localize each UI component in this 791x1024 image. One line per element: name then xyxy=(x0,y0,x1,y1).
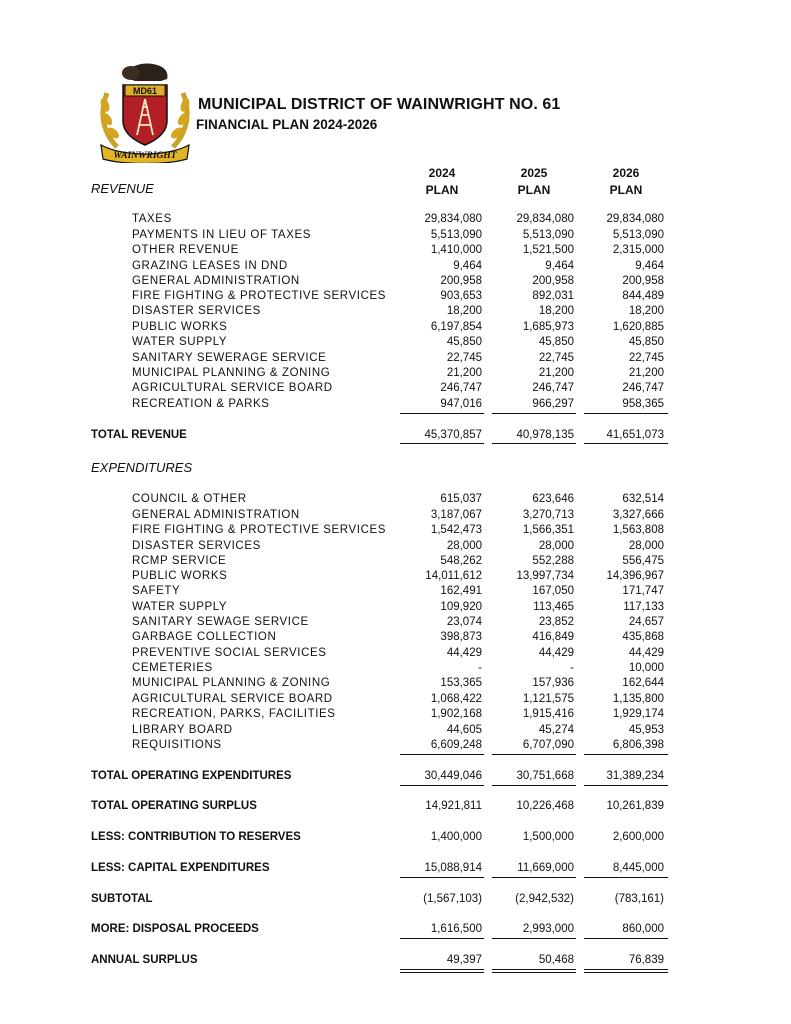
value-2025: 1,121,575 xyxy=(522,693,574,705)
table-row xyxy=(0,540,791,555)
value-2024: 109,920 xyxy=(440,601,482,613)
value-2025: 18,200 xyxy=(538,305,574,317)
value-2025: 22,745 xyxy=(538,352,574,364)
table-row xyxy=(0,336,791,351)
total-operating-surplus-row xyxy=(0,800,791,816)
total-revenue-row xyxy=(0,429,791,445)
value-2026: 41,651,073 xyxy=(606,429,664,441)
annual-surplus-row xyxy=(0,954,791,970)
value-2024: 1,400,000 xyxy=(430,831,482,843)
underline xyxy=(400,877,484,878)
value-2025: 167,050 xyxy=(532,585,574,597)
value-2026: 31,389,234 xyxy=(606,770,664,782)
logo-text-bottom: WAINWRIGHT xyxy=(113,151,177,161)
value-2026: 844,489 xyxy=(622,290,664,302)
underline xyxy=(400,413,484,414)
value-2024: 615,037 xyxy=(440,493,482,505)
subtotal-row xyxy=(0,893,791,909)
value-2026: 10,000 xyxy=(628,662,664,674)
underline xyxy=(492,938,576,939)
row-label: SANITARY SEWAGE SERVICE xyxy=(132,616,309,628)
row-label: LESS: CAPITAL EXPENDITURES xyxy=(91,862,270,874)
value-2025: 1,566,351 xyxy=(522,524,574,536)
row-label: PAYMENTS IN LIEU OF TAXES xyxy=(132,229,312,241)
row-label: SUBTOTAL xyxy=(91,893,153,905)
row-label: LESS: CONTRIBUTION TO RESERVES xyxy=(91,831,301,843)
table-row xyxy=(0,601,791,616)
value-2026: 1,563,808 xyxy=(612,524,664,536)
value-2026: 5,513,090 xyxy=(612,229,664,241)
value-2024: 9,464 xyxy=(453,260,482,272)
row-label: PUBLIC WORKS xyxy=(132,570,228,582)
value-2026: 29,834,080 xyxy=(606,213,664,225)
row-label: RCMP SERVICE xyxy=(132,555,227,567)
row-label: COUNCIL & OTHER xyxy=(132,493,247,505)
value-2026: 24,657 xyxy=(628,616,664,628)
table-row xyxy=(0,398,791,413)
page-subtitle: FINANCIAL PLAN 2024-2026 xyxy=(196,117,378,132)
value-2024: 14,921,811 xyxy=(425,800,482,812)
row-label: CEMETERIES xyxy=(132,662,213,674)
row-label: PREVENTIVE SOCIAL SERVICES xyxy=(132,647,327,659)
disposal-proceeds-row xyxy=(0,923,791,939)
value-2025: 623,646 xyxy=(532,493,574,505)
value-2024: 947,016 xyxy=(440,398,482,410)
value-2024: 162,491 xyxy=(440,585,482,597)
table-row xyxy=(0,229,791,244)
value-2025: 892,031 xyxy=(532,290,574,302)
value-2026: 28,000 xyxy=(628,540,664,552)
value-2024: 45,850 xyxy=(446,336,482,348)
value-2026: 1,135,800 xyxy=(612,693,664,705)
table-row xyxy=(0,275,791,290)
row-label: GENERAL ADMINISTRATION xyxy=(132,275,300,287)
col-2025-label: PLAN xyxy=(517,183,551,197)
underline xyxy=(492,413,576,414)
value-2024: 200,958 xyxy=(440,275,482,287)
row-label: MUNICIPAL PLANNING & ZONING xyxy=(132,367,331,379)
row-label: REQUISITIONS xyxy=(132,739,222,751)
table-row xyxy=(0,213,791,228)
capital-expenditures-row xyxy=(0,862,791,878)
underline xyxy=(492,754,576,755)
value-2026: 10,261,839 xyxy=(606,800,664,812)
row-label: TOTAL OPERATING EXPENDITURES xyxy=(91,770,292,782)
value-2024: 1,068,422 xyxy=(430,693,482,705)
value-2024: 3,187,067 xyxy=(430,509,482,521)
row-label: OTHER REVENUE xyxy=(132,244,239,256)
value-2026: 200,958 xyxy=(622,275,664,287)
row-label: FIRE FIGHTING & PROTECTIVE SERVICES xyxy=(132,524,387,536)
table-row xyxy=(0,244,791,259)
row-label: ANNUAL SURPLUS xyxy=(91,954,198,966)
underline xyxy=(400,785,484,786)
table-row xyxy=(0,677,791,692)
value-2026: 76,839 xyxy=(628,954,664,966)
table-row xyxy=(0,662,791,677)
table-row xyxy=(0,739,791,754)
table-row xyxy=(0,708,791,723)
double-underline xyxy=(492,972,576,973)
row-label: MUNICIPAL PLANNING & ZONING xyxy=(132,677,331,689)
underline xyxy=(400,938,484,939)
table-row xyxy=(0,693,791,708)
value-2025: 157,936 xyxy=(532,677,574,689)
value-2024: 15,088,914 xyxy=(424,862,482,874)
table-row xyxy=(0,555,791,570)
value-2026: 44,429 xyxy=(628,647,664,659)
value-2025: 50,468 xyxy=(538,954,574,966)
value-2025: 966,297 xyxy=(532,398,574,410)
col-2025-year: 2025 xyxy=(520,166,548,180)
underline xyxy=(492,443,576,444)
double-underline xyxy=(584,972,668,973)
value-2024: 45,370,857 xyxy=(424,429,482,441)
value-2025: 6,707,090 xyxy=(522,739,574,751)
value-2026: 958,365 xyxy=(622,398,664,410)
value-2024: 44,605 xyxy=(446,724,482,736)
value-2024: 22,745 xyxy=(446,352,482,364)
value-2024: 153,365 xyxy=(440,677,482,689)
value-2025: 21,200 xyxy=(538,367,574,379)
table-row xyxy=(0,509,791,524)
value-2026: 8,445,000 xyxy=(612,862,664,874)
row-label: FIRE FIGHTING & PROTECTIVE SERVICES xyxy=(132,290,387,302)
value-2024: 21,200 xyxy=(446,367,482,379)
value-2026: 45,953 xyxy=(628,724,664,736)
value-2024: 6,609,248 xyxy=(430,739,482,751)
underline xyxy=(584,413,668,414)
value-2025: 1,685,973 xyxy=(522,321,574,333)
col-2024-label: PLAN xyxy=(425,183,459,197)
value-2026: 6,806,398 xyxy=(612,739,664,751)
table-row xyxy=(0,724,791,739)
value-2025: 1,521,500 xyxy=(522,244,574,256)
value-2026: 246,747 xyxy=(622,382,664,394)
row-label: GARBAGE COLLECTION xyxy=(132,631,277,643)
value-2025: 9,464 xyxy=(545,260,574,272)
value-2024: 30,449,046 xyxy=(424,770,482,782)
value-2026: 3,327,666 xyxy=(612,509,664,521)
underline xyxy=(584,877,668,878)
expenditures-heading: EXPENDITURES xyxy=(91,460,193,475)
row-label: PUBLIC WORKS xyxy=(132,321,228,333)
value-2025: 2,993,000 xyxy=(522,923,574,935)
value-2024: 28,000 xyxy=(446,540,482,552)
table-row xyxy=(0,647,791,662)
underline xyxy=(400,754,484,755)
value-2024: 1,410,000 xyxy=(430,244,482,256)
row-label: TOTAL REVENUE xyxy=(91,429,187,441)
value-2026: 860,000 xyxy=(622,923,664,935)
table-row xyxy=(0,260,791,275)
page-title: MUNICIPAL DISTRICT OF WAINWRIGHT NO. 61 xyxy=(198,96,561,113)
value-2025: 30,751,668 xyxy=(516,770,574,782)
value-2026: 45,850 xyxy=(628,336,664,348)
row-label: MORE: DISPOSAL PROCEEDS xyxy=(91,923,259,935)
double-underline xyxy=(492,969,576,970)
col-2026-year: 2026 xyxy=(612,166,640,180)
table-row xyxy=(0,585,791,600)
row-label: RECREATION, PARKS, FACILITIES xyxy=(132,708,336,720)
value-2025: 416,849 xyxy=(532,631,574,643)
row-label: GENERAL ADMINISTRATION xyxy=(132,509,300,521)
value-2024: 1,902,168 xyxy=(430,708,482,720)
value-2024: 18,200 xyxy=(446,305,482,317)
table-row xyxy=(0,305,791,320)
value-2024: 44,429 xyxy=(446,647,482,659)
table-row xyxy=(0,631,791,646)
value-2024: 6,197,854 xyxy=(430,321,482,333)
underline xyxy=(584,785,668,786)
row-label: SAFETY xyxy=(132,585,181,597)
value-2025: 23,852 xyxy=(538,616,574,628)
value-2025: 11,669,000 xyxy=(517,862,574,874)
value-2026: (783,161) xyxy=(614,893,664,905)
row-label: WATER SUPPLY xyxy=(132,601,228,613)
col-2026-label: PLAN xyxy=(609,183,643,197)
value-2025: 1,500,000 xyxy=(522,831,574,843)
value-2024: (1,567,103) xyxy=(423,893,482,905)
value-2026: 14,396,967 xyxy=(606,570,664,582)
total-operating-expenditures-row xyxy=(0,770,791,786)
value-2026: 435,868 xyxy=(622,631,664,643)
col-2024-year: 2024 xyxy=(428,166,456,180)
underline xyxy=(492,785,576,786)
underline xyxy=(400,443,484,444)
table-row xyxy=(0,352,791,367)
md-wainwright-logo xyxy=(95,55,195,163)
row-label: AGRICULTURAL SERVICE BOARD xyxy=(132,693,333,705)
value-2024: 903,653 xyxy=(440,290,482,302)
row-label: LIBRARY BOARD xyxy=(132,724,233,736)
underline xyxy=(584,443,668,444)
value-2024: - xyxy=(478,662,482,674)
value-2026: 117,133 xyxy=(623,601,664,613)
value-2025: 246,747 xyxy=(532,382,574,394)
value-2024: 14,011,612 xyxy=(425,570,482,582)
value-2026: 21,200 xyxy=(628,367,664,379)
value-2026: 9,464 xyxy=(635,260,664,272)
value-2025: 45,274 xyxy=(538,724,574,736)
value-2025: 44,429 xyxy=(538,647,574,659)
value-2024: 398,873 xyxy=(440,631,482,643)
row-label: RECREATION & PARKS xyxy=(132,398,270,410)
row-label: GRAZING LEASES IN DND xyxy=(132,260,288,272)
value-2025: 40,978,135 xyxy=(516,429,574,441)
logo-text-top: MD61 xyxy=(132,86,158,96)
value-2025: 45,850 xyxy=(538,336,574,348)
value-2025: - xyxy=(570,662,574,674)
value-2025: 5,513,090 xyxy=(522,229,574,241)
value-2025: 552,288 xyxy=(532,555,574,567)
value-2026: 2,600,000 xyxy=(612,831,664,843)
row-label: SANITARY SEWERAGE SERVICE xyxy=(132,352,327,364)
table-row xyxy=(0,290,791,305)
value-2025: 29,834,080 xyxy=(516,213,574,225)
underline xyxy=(584,938,668,939)
value-2026: 18,200 xyxy=(628,305,664,317)
value-2024: 1,542,473 xyxy=(430,524,482,536)
value-2026: 2,315,000 xyxy=(612,244,664,256)
value-2025: 3,270,713 xyxy=(522,509,574,521)
value-2026: 632,514 xyxy=(622,493,664,505)
value-2024: 548,262 xyxy=(440,555,482,567)
row-label: WATER SUPPLY xyxy=(132,336,228,348)
value-2024: 5,513,090 xyxy=(430,229,482,241)
row-label: TAXES xyxy=(132,213,172,225)
table-row xyxy=(0,493,791,508)
table-row xyxy=(0,616,791,631)
value-2025: 200,958 xyxy=(532,275,574,287)
table-row xyxy=(0,382,791,397)
value-2025: 28,000 xyxy=(538,540,574,552)
value-2024: 29,834,080 xyxy=(424,213,482,225)
table-row xyxy=(0,524,791,539)
row-label: TOTAL OPERATING SURPLUS xyxy=(91,800,257,812)
value-2026: 162,644 xyxy=(622,677,664,689)
value-2025: 13,997,734 xyxy=(516,570,574,582)
value-2026: 171,747 xyxy=(622,585,664,597)
row-label: DISASTER SERVICES xyxy=(132,540,261,552)
value-2024: 1,616,500 xyxy=(430,923,482,935)
table-row xyxy=(0,570,791,585)
underline xyxy=(492,877,576,878)
value-2026: 1,929,174 xyxy=(612,708,664,720)
underline xyxy=(584,754,668,755)
double-underline xyxy=(400,969,484,970)
double-underline xyxy=(584,969,668,970)
row-label: DISASTER SERVICES xyxy=(132,305,261,317)
double-underline xyxy=(400,972,484,973)
value-2024: 246,747 xyxy=(440,382,482,394)
value-2026: 1,620,885 xyxy=(612,321,664,333)
table-row xyxy=(0,321,791,336)
contribution-to-reserves-row xyxy=(0,831,791,847)
value-2025: (2,942,532) xyxy=(515,893,574,905)
value-2026: 22,745 xyxy=(628,352,664,364)
value-2025: 10,226,468 xyxy=(516,800,574,812)
revenue-heading: REVENUE xyxy=(91,181,154,196)
table-row xyxy=(0,367,791,382)
value-2026: 556,475 xyxy=(622,555,664,567)
value-2025: 1,915,416 xyxy=(522,708,574,720)
value-2024: 23,074 xyxy=(446,616,482,628)
value-2024: 49,397 xyxy=(446,954,482,966)
value-2025: 113,465 xyxy=(533,601,574,613)
row-label: AGRICULTURAL SERVICE BOARD xyxy=(132,382,333,394)
